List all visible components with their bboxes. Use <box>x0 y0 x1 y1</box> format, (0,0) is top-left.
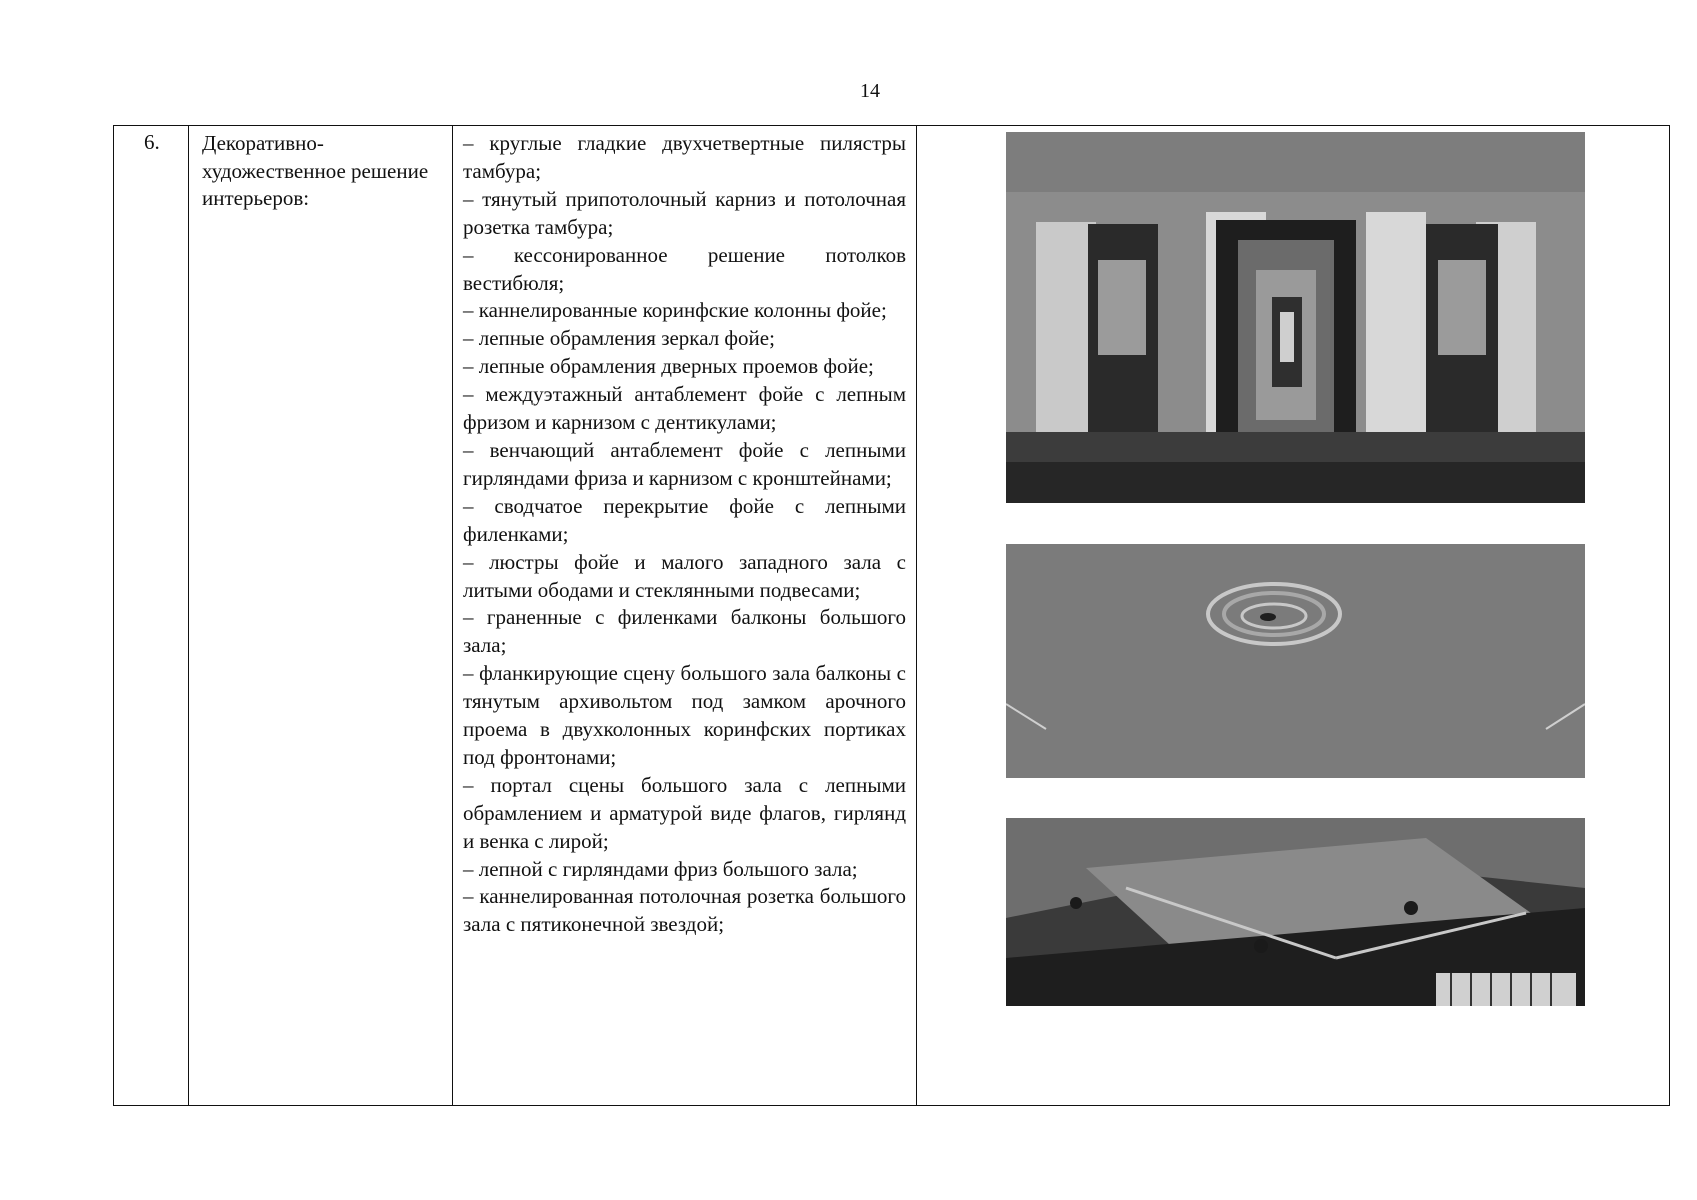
column-divider <box>188 126 189 1105</box>
photo-foyer-corridor <box>1006 132 1585 503</box>
row-title: Декоративно-художественное решение интерьеров: <box>202 131 429 210</box>
list-item: – кессонированное решение потолков вестибюля; <box>463 242 906 295</box>
heritage-table <box>113 125 1670 1106</box>
list-item: – лепной с гирляндами фриз большого зала; <box>463 856 858 881</box>
list-item: – тянутый припотолочный карниз и потолочная розетка тамбура; <box>463 186 906 239</box>
row-number: 6. <box>144 130 160 154</box>
photo-hall-ceiling <box>1006 818 1585 1006</box>
column-divider <box>452 126 453 1105</box>
list-item: – лепные обрамления дверных проемов фойе; <box>463 354 874 379</box>
list-item: – граненные с филенками балконы большого зала; <box>463 605 906 658</box>
list-item: – круглые гладкие двухчетвертные пилястры тамбура; <box>463 131 906 183</box>
list-item: – портал сцены большого зала с лепными обрамлением и арматурой виде флагов, гирлянд и венка с лирой; <box>463 772 906 853</box>
list-item: – каннелированная потолочная розетка большого зала с пятиконечной звездой; <box>463 884 906 937</box>
column-divider <box>916 126 917 1105</box>
list-item: – лепные обрамления зеркал фойе; <box>463 326 775 351</box>
list-item: – сводчатое перекрытие фойе с лепными филенками; <box>463 493 906 546</box>
feature-list <box>463 130 906 939</box>
list-item: – каннелированные коринфские колонны фойе; <box>463 298 887 323</box>
photo-ceiling-rosette <box>1006 544 1585 778</box>
list-item: – междуэтажный антаблемент фойе с лепным фризом и карнизом с дентикулами; <box>463 382 906 435</box>
page-number: 14 <box>860 80 880 102</box>
list-item: – венчающий антаблемент фойе с лепными гирляндами фриза и карнизом с кронштейнами; <box>463 437 906 490</box>
list-item: – люстры фойе и малого западного зала с литыми ободами и стеклянными подвесами; <box>463 549 906 602</box>
list-item: – фланкирующие сцену большого зала балконы с тянутым архивольтом под замком арочного проема в двухколонных коринфских портиках под фронтонами; <box>463 661 906 769</box>
